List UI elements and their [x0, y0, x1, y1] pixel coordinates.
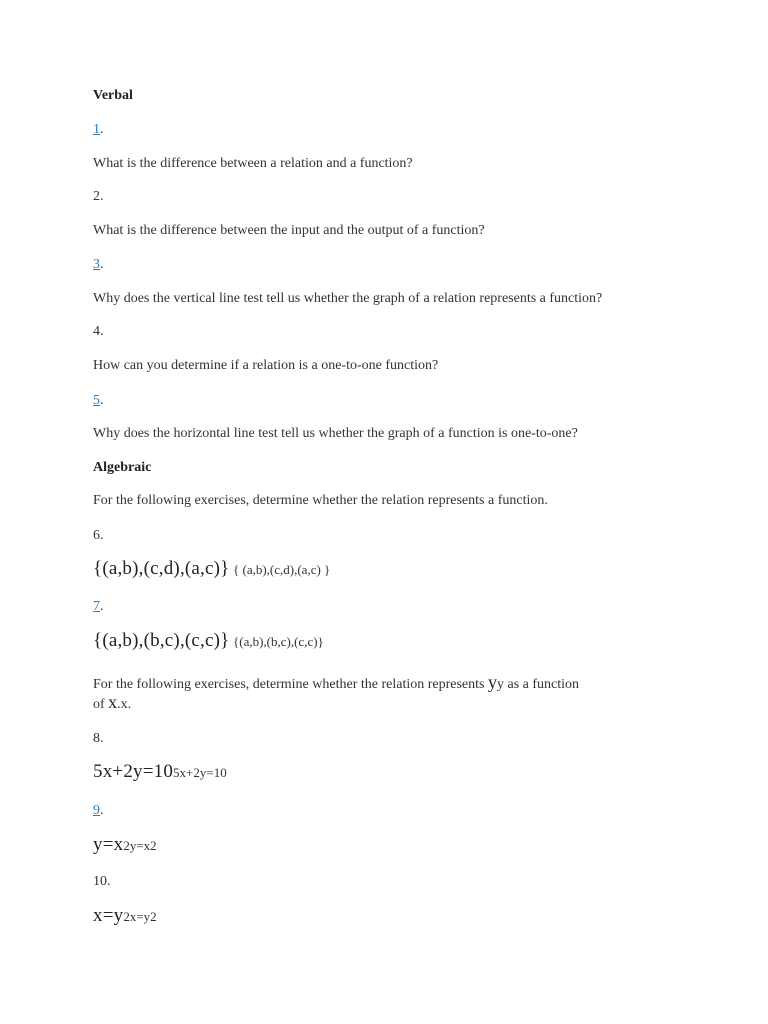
- math-variable-x: x: [108, 692, 118, 712]
- math-expression: 5x+2y=10: [93, 761, 174, 782]
- exercise-number-2: 2.: [93, 189, 104, 204]
- instruction-relation-function: For the following exercises, determine whether the relation represents a function.: [93, 493, 548, 508]
- exercise-text-4: How can you determine if a relation is a one-to-one function?: [93, 358, 439, 373]
- exercise-link-7[interactable]: 7: [93, 599, 100, 614]
- exercise-text-1: What is the difference between a relation and a function?: [93, 156, 413, 171]
- math-alt-text: 5x+2y=10: [173, 765, 227, 780]
- number-dot: .: [100, 122, 104, 137]
- exercise-number-4: 4.: [93, 324, 104, 339]
- exercise-number-8: 8.: [93, 731, 104, 746]
- number-dot: .: [100, 599, 104, 614]
- exercise-math-9: [93, 836, 157, 856]
- exercise-link-1[interactable]: 1: [93, 122, 100, 137]
- instruction-y-function-of-x-line2: [93, 693, 131, 714]
- exercise-number-5[interactable]: [93, 392, 104, 410]
- exercise-number-9[interactable]: [93, 802, 104, 820]
- math-alt-text: {(a,b),(b,c),(c,c)}: [233, 634, 324, 649]
- exercise-number-10: 10.: [93, 874, 111, 889]
- exercise-math-8: [93, 763, 227, 783]
- exercise-math-7: [93, 632, 324, 652]
- instruction-y-function-of-x-line1: [93, 673, 579, 694]
- instruction-text: For the following exercises, determine whether the relation represents: [93, 677, 488, 692]
- math-variable-y: y: [487, 672, 497, 692]
- section-heading-algebraic: Algebraic: [93, 460, 152, 475]
- exercise-number-1[interactable]: [93, 121, 104, 139]
- math-expression: {(a,b),(b,c),(c,c)}: [93, 630, 230, 651]
- number-dot: .: [100, 393, 104, 408]
- exercise-math-6: [93, 560, 330, 580]
- math-alt-text: 2y=x2: [123, 838, 157, 853]
- number-dot: .: [100, 803, 104, 818]
- exercise-link-9[interactable]: 9: [93, 803, 100, 818]
- math-alt-text: .x.: [117, 697, 132, 712]
- exercise-number-6: 6.: [93, 528, 104, 543]
- exercise-text-3: Why does the vertical line test tell us whether the graph of a relation represents a function?: [93, 291, 603, 306]
- instruction-text: as a function: [503, 677, 580, 692]
- math-expression: {(a,b),(c,d),(a,c)}: [93, 558, 230, 579]
- math-expression: y=x: [93, 834, 124, 855]
- instruction-text: of: [93, 697, 109, 712]
- exercise-link-5[interactable]: 5: [93, 393, 100, 408]
- exercise-link-3[interactable]: 3: [93, 257, 100, 272]
- exercise-number-3[interactable]: [93, 256, 104, 274]
- exercise-number-7[interactable]: [93, 598, 104, 616]
- exercise-math-10: [93, 907, 157, 927]
- math-alt-text: y: [496, 677, 504, 692]
- exercise-text-5: Why does the horizontal line test tell us whether the graph of a function is one-to-one?: [93, 426, 578, 441]
- math-expression: x=y: [93, 905, 124, 926]
- section-heading-verbal: Verbal: [93, 88, 133, 103]
- math-alt-text: { (a,b),(c,d),(a,c) }: [233, 562, 331, 577]
- number-dot: .: [100, 257, 104, 272]
- math-alt-text: 2x=y2: [123, 909, 157, 924]
- exercise-text-2: What is the difference between the input and the output of a function?: [93, 223, 485, 238]
